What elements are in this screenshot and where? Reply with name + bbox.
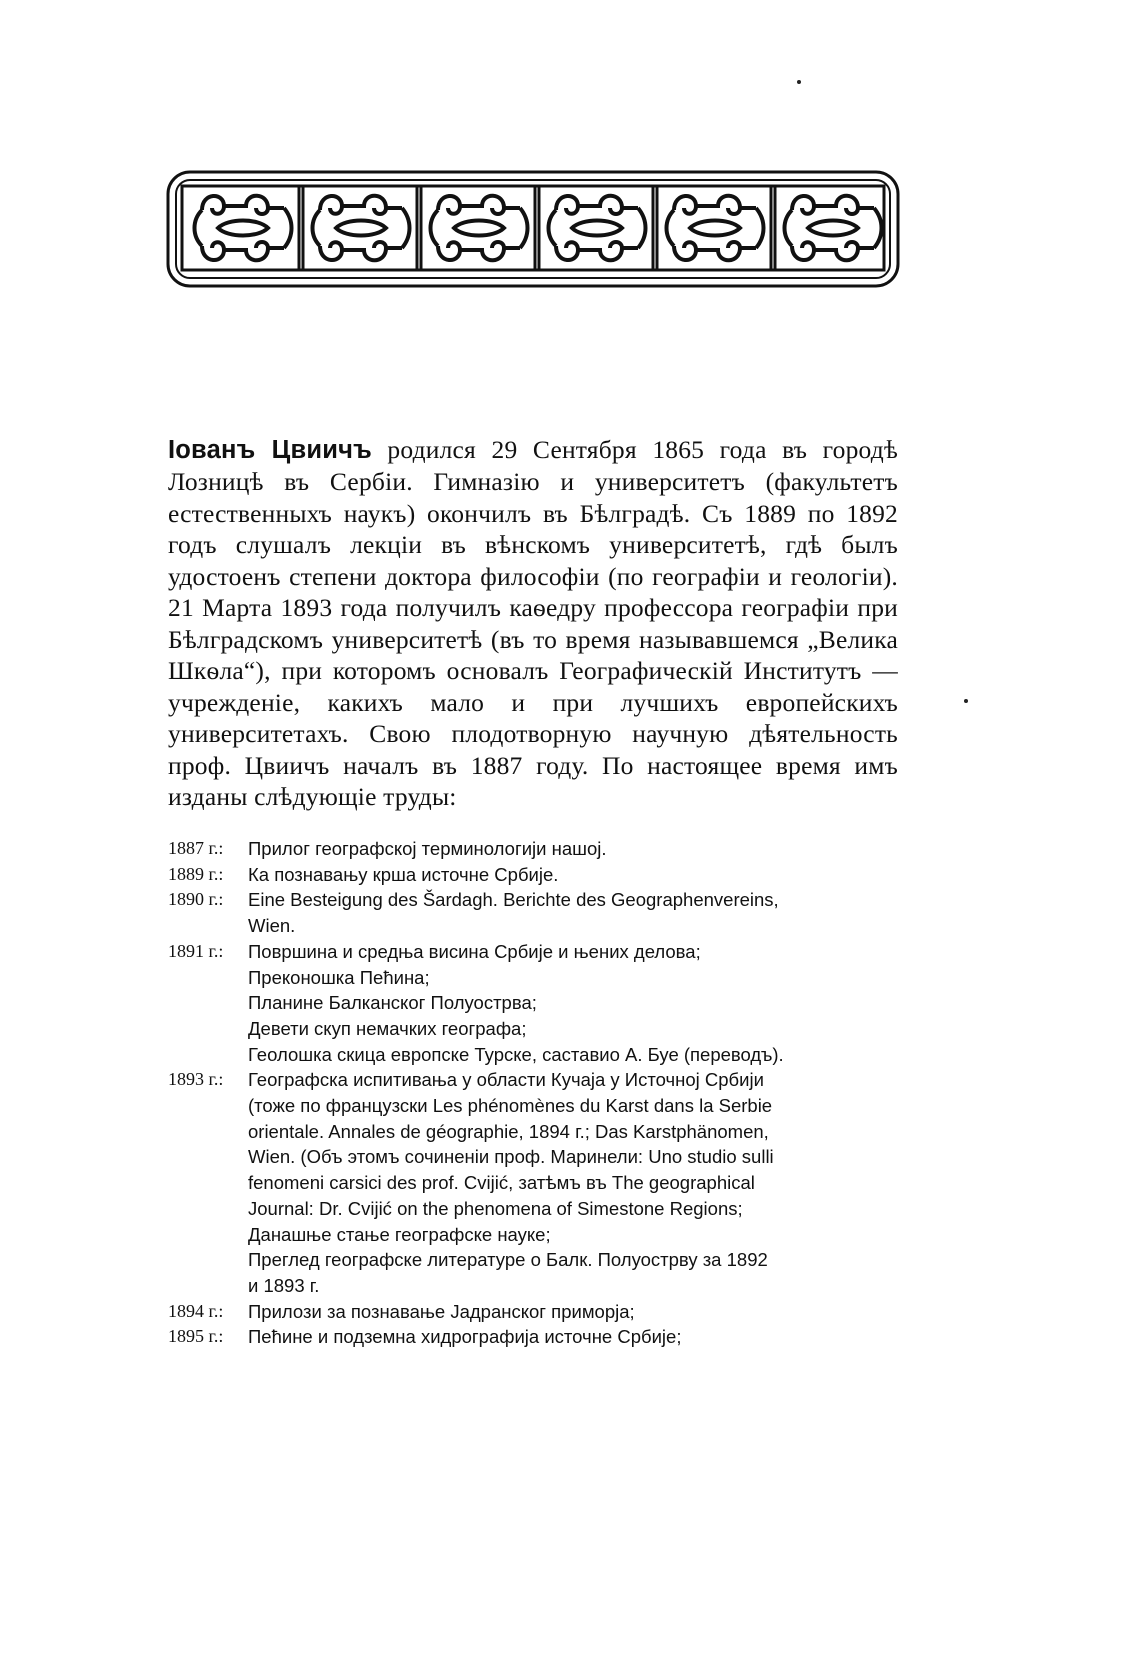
work-title-line: Површина и средња висина Србије и њених делова; xyxy=(248,940,701,962)
works-titles xyxy=(248,1067,908,1298)
work-title-line: Wien. xyxy=(248,915,296,937)
work-title-line: Wien. (Объ этомъ сочиненіи проф. Маринели: Uno studio sulli xyxy=(248,1146,774,1168)
works-titles xyxy=(248,939,908,1068)
works-year: 1895 г.: xyxy=(168,1326,224,1347)
work-title-line: Journal: Dr. Cvijić on the phenomena of Simestone Regions; xyxy=(248,1197,743,1219)
work-title-line: Девети скуп немачких географа; xyxy=(248,1017,527,1039)
ink-speck xyxy=(797,80,801,84)
works-year: 1889 г.: xyxy=(168,863,224,884)
biography-paragraph xyxy=(168,434,898,813)
work-title-line: Eine Besteigung des Šardagh. Berichte des Geographenvereins, xyxy=(248,889,779,911)
work-title-line: Пећине и подземна хидрографија источне Србије; xyxy=(248,1326,682,1348)
works-entry xyxy=(168,1067,908,1298)
works-entry xyxy=(168,887,908,938)
work-title-line: (тоже по французски Les phénomènes du Karst dans la Serbie xyxy=(248,1095,773,1117)
works-list xyxy=(168,836,908,1350)
works-titles xyxy=(248,1299,908,1325)
works-year: 1894 г.: xyxy=(168,1300,224,1321)
works-year: 1890 г.: xyxy=(168,889,224,910)
ink-speck xyxy=(964,699,968,703)
works-year: 1893 г.: xyxy=(168,1069,224,1090)
work-title-line: Прилог географској терминологији нашој. xyxy=(248,838,607,859)
works-entry xyxy=(168,939,908,1068)
work-title-line: Данашње стање географске науке; xyxy=(248,1223,551,1245)
work-title-line: и 1893 г. xyxy=(248,1274,320,1296)
work-title-line: orientale. Annales de géographie, 1894 г.; Das Karstphänomen, xyxy=(248,1120,769,1142)
work-title-line: Географска испитивања у области Кучаја у Источној Србији xyxy=(248,1069,764,1091)
works-entry xyxy=(168,862,908,888)
works-titles xyxy=(248,887,908,938)
work-title-line: Прилози за познавање Јадранског приморја; xyxy=(248,1300,635,1322)
work-title-line: Ка познавању крша источне Србије. xyxy=(248,863,559,885)
works-year: 1891 г.: xyxy=(168,940,224,961)
works-titles xyxy=(248,1324,908,1350)
biography-text: родился 29 Сентября 1865 года въ городѣ Лозницѣ въ Сербіи. Гимназію и университетъ (факультетъ естественныхъ наукъ) окончилъ въ Бѣлградѣ. Съ 1889 по 1892 годъ слушалъ лекціи въ вѣнскомъ университетѣ, гдѣ былъ удостоенъ степени доктора философіи (по географіи и геологіи). 21 Марта 1893 года получилъ каѳедру профессора географіи при Бѣлградскомъ университетѣ (въ то время называвшемся „Велика Шкѳла“), при которомъ основалъ Географическій Институтъ — учрежденіе, какихъ мало и при лучшихъ европейскихъ университетахъ. Свою плодотворную научную дѣятельность проф. Цвиичъ началъ въ 1887 году. По настоящее время имъ изданы слѣдующіе труды: xyxy=(168,434,898,811)
works-year: 1887 г.: xyxy=(168,838,224,858)
work-title-line: Преглед географске литературе о Балк. Полуострву за 1892 xyxy=(248,1249,768,1271)
works-entry xyxy=(168,836,908,862)
works-titles xyxy=(248,862,908,888)
ornamental-header-band xyxy=(166,170,900,290)
work-title-line: Преконошка Пећина; xyxy=(248,966,430,988)
works-titles xyxy=(248,836,908,862)
works-entry xyxy=(168,1324,908,1350)
works-entry xyxy=(168,1299,908,1325)
author-name: Іованъ Цвиичъ xyxy=(168,435,372,464)
work-title-line: Планине Балканског Полуострва; xyxy=(248,992,537,1014)
work-title-line: Геолошка скица европске Турске, саставио А. Буе (переводъ). xyxy=(248,1043,784,1065)
work-title-line: fenomeni carsici des prof. Cvijić, затѣмъ въ The geographical xyxy=(248,1172,755,1194)
